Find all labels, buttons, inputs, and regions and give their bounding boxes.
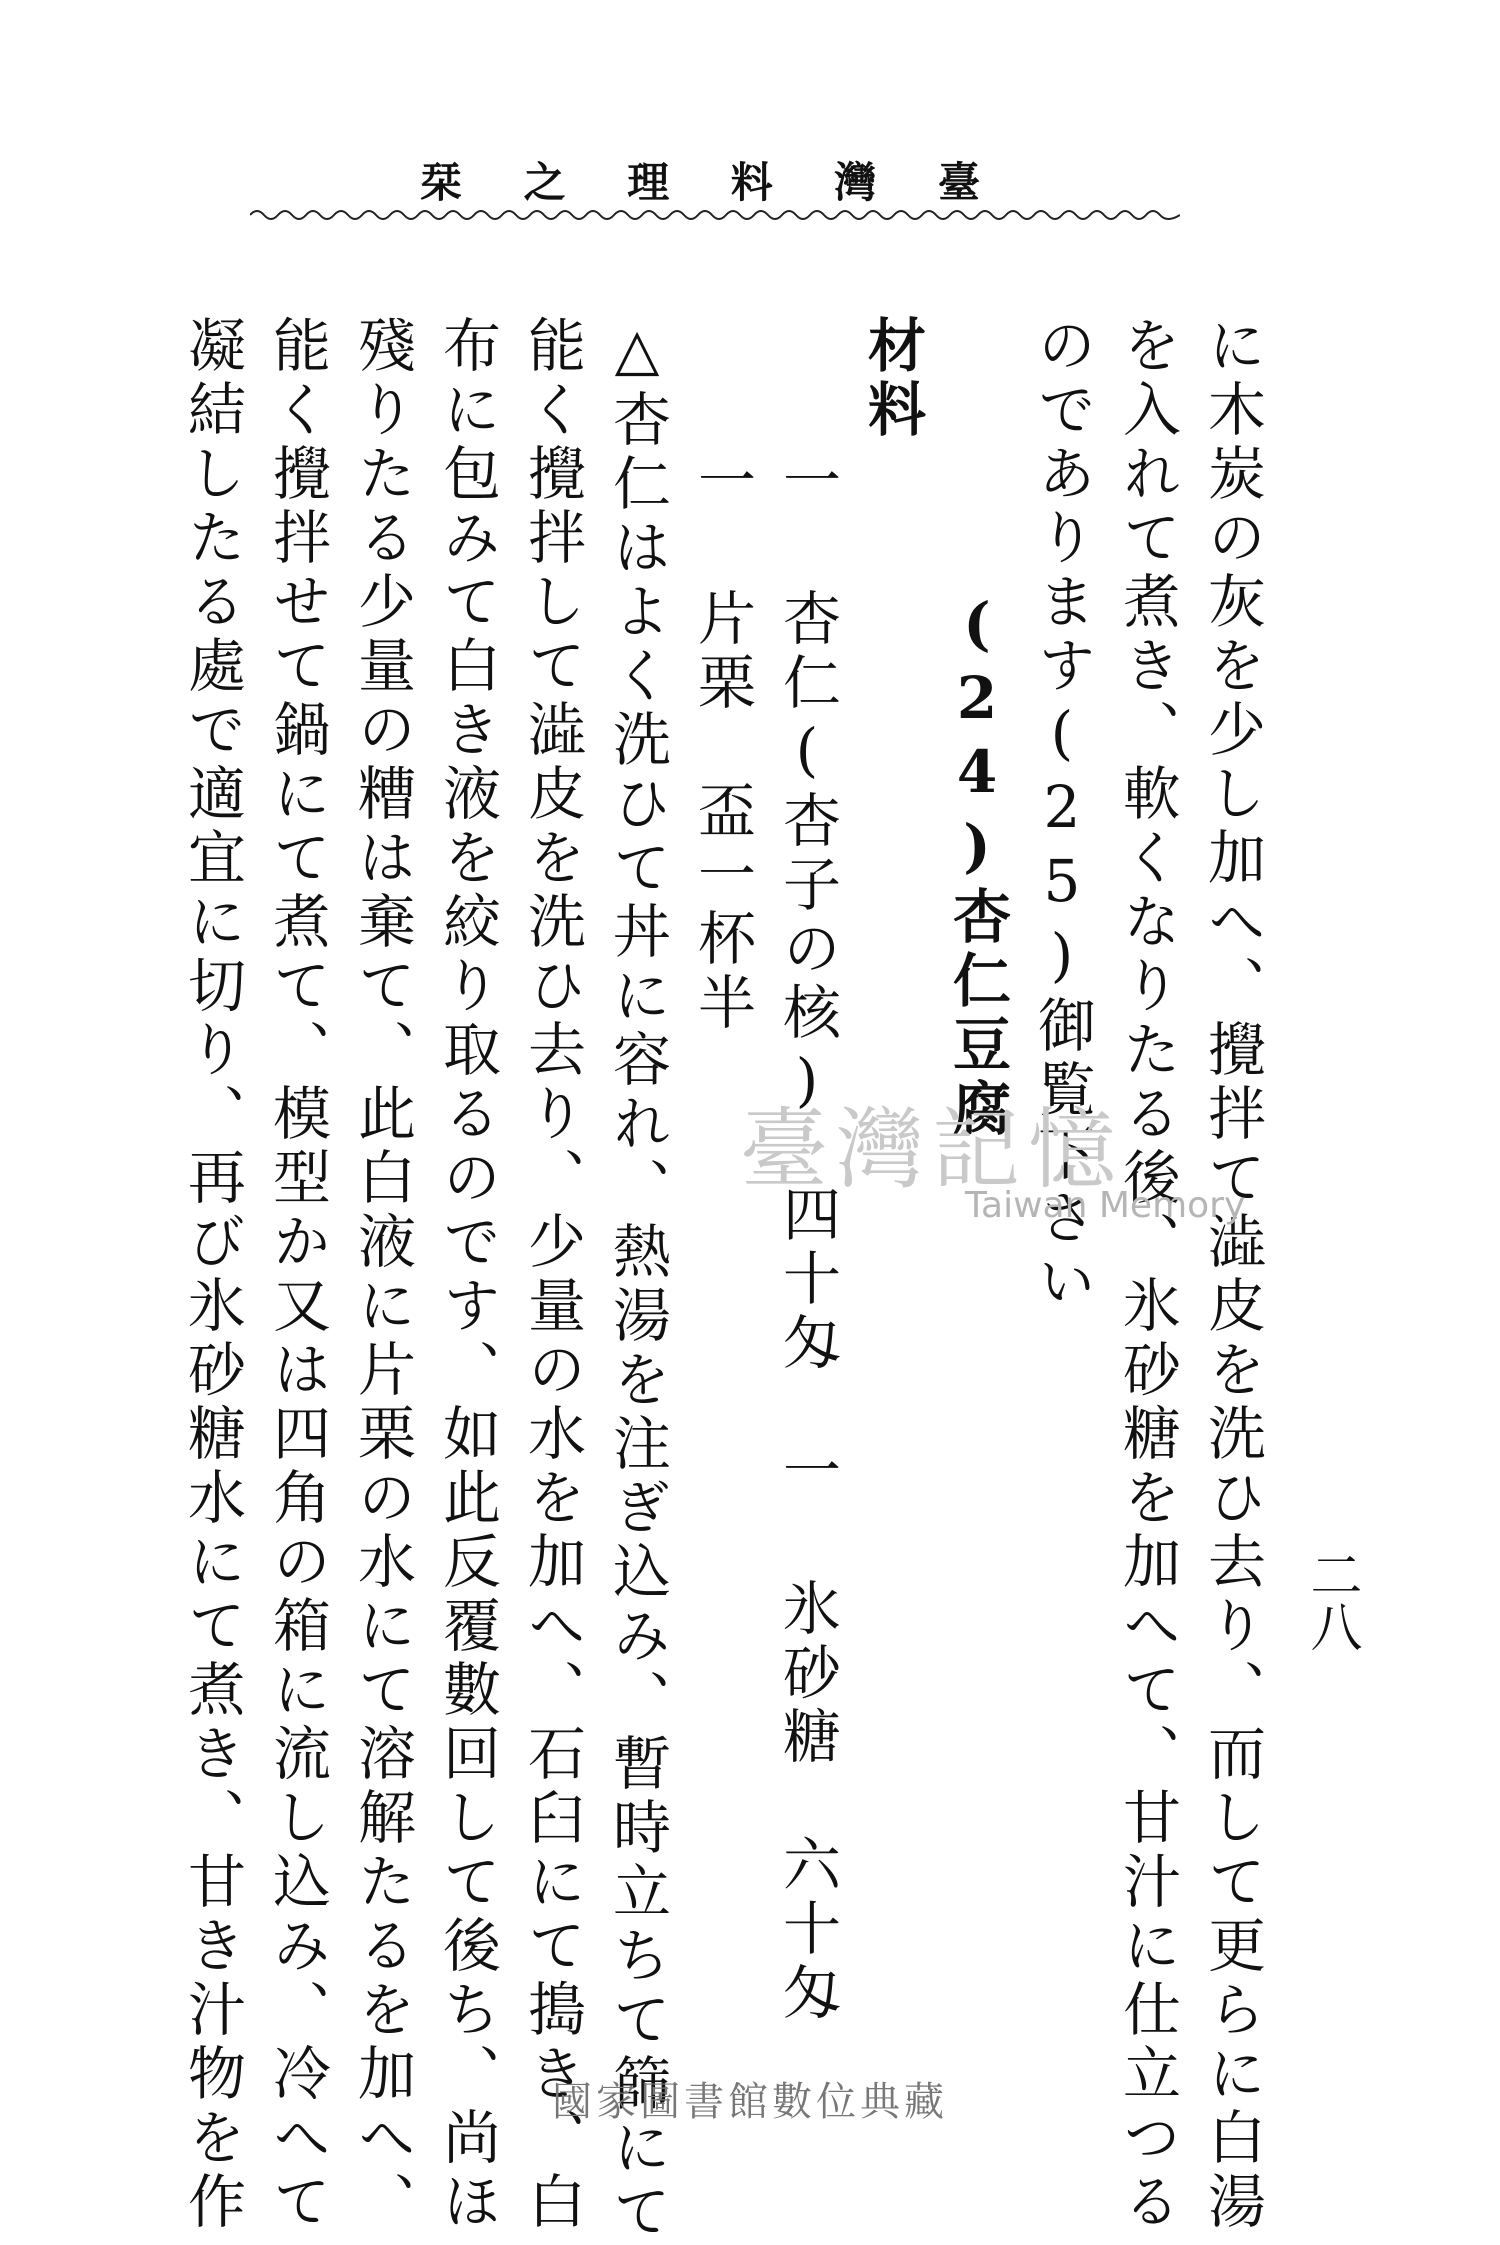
ingredient-line: 一 片栗 盃一杯半 (688, 450, 756, 1036)
watermark-subtitle: Taiwan Memory (965, 1185, 1246, 1226)
footer-archive-label: 國家圖書館數位典藏 (552, 2079, 948, 2125)
ingredient-line: 一 杏仁(杏子の核) 四十匁 一 氷砂糖 六十匁 (773, 450, 841, 2026)
title-char: 灣 (834, 158, 877, 207)
recipe-title: (24)杏仁豆腐 (943, 590, 1011, 1142)
text-column: のであります(25)御覧下さい (1028, 315, 1096, 1315)
text-column: 布に包みて白き液を絞り取るのです、如此反覆數回して後ち、尚ほ (433, 315, 501, 2235)
text-column: に木炭の灰を少し加へ、攪拌て澁皮を洗ひ去り、而して更らに白湯 (1198, 315, 1266, 2235)
text-column: △杏仁はよく洗ひて丼に容れ、熱湯を注ぎ込み、暫時立ちて篩にて (603, 315, 671, 2245)
text-column: 能く攪拌して澁皮を洗ひ去り、少量の水を加へ、石臼にて搗き、白 (518, 315, 586, 2235)
title-char: 料 (730, 158, 773, 207)
text-column: 能く攪拌せて鍋にて煮て、模型か又は四角の箱に流し込み、冷へて (263, 315, 331, 2235)
running-title (420, 150, 980, 210)
section-heading: 材料 (858, 315, 926, 443)
wavy-rule (250, 205, 1180, 225)
page-number: 二八 (1301, 1548, 1361, 1652)
title-char: 理 (627, 158, 670, 207)
title-char: 栞 (420, 158, 463, 207)
text-column: 凝結したる處で適宜に切り、再び氷砂糖水にて煮き、甘き汁物を作 (178, 315, 246, 2235)
title-char: 之 (523, 158, 566, 207)
text-column: 殘りたる少量の糟は棄て、此白液に片栗の水にて溶解たるを加へ、 (348, 315, 416, 2235)
title-char: 臺 (937, 158, 980, 207)
watermark: 臺灣記憶 (740, 1098, 1125, 1201)
text-column: を入れて煮き、軟くなりたる後、氷砂糖を加へて、甘汁に仕立つる (1113, 315, 1181, 2235)
